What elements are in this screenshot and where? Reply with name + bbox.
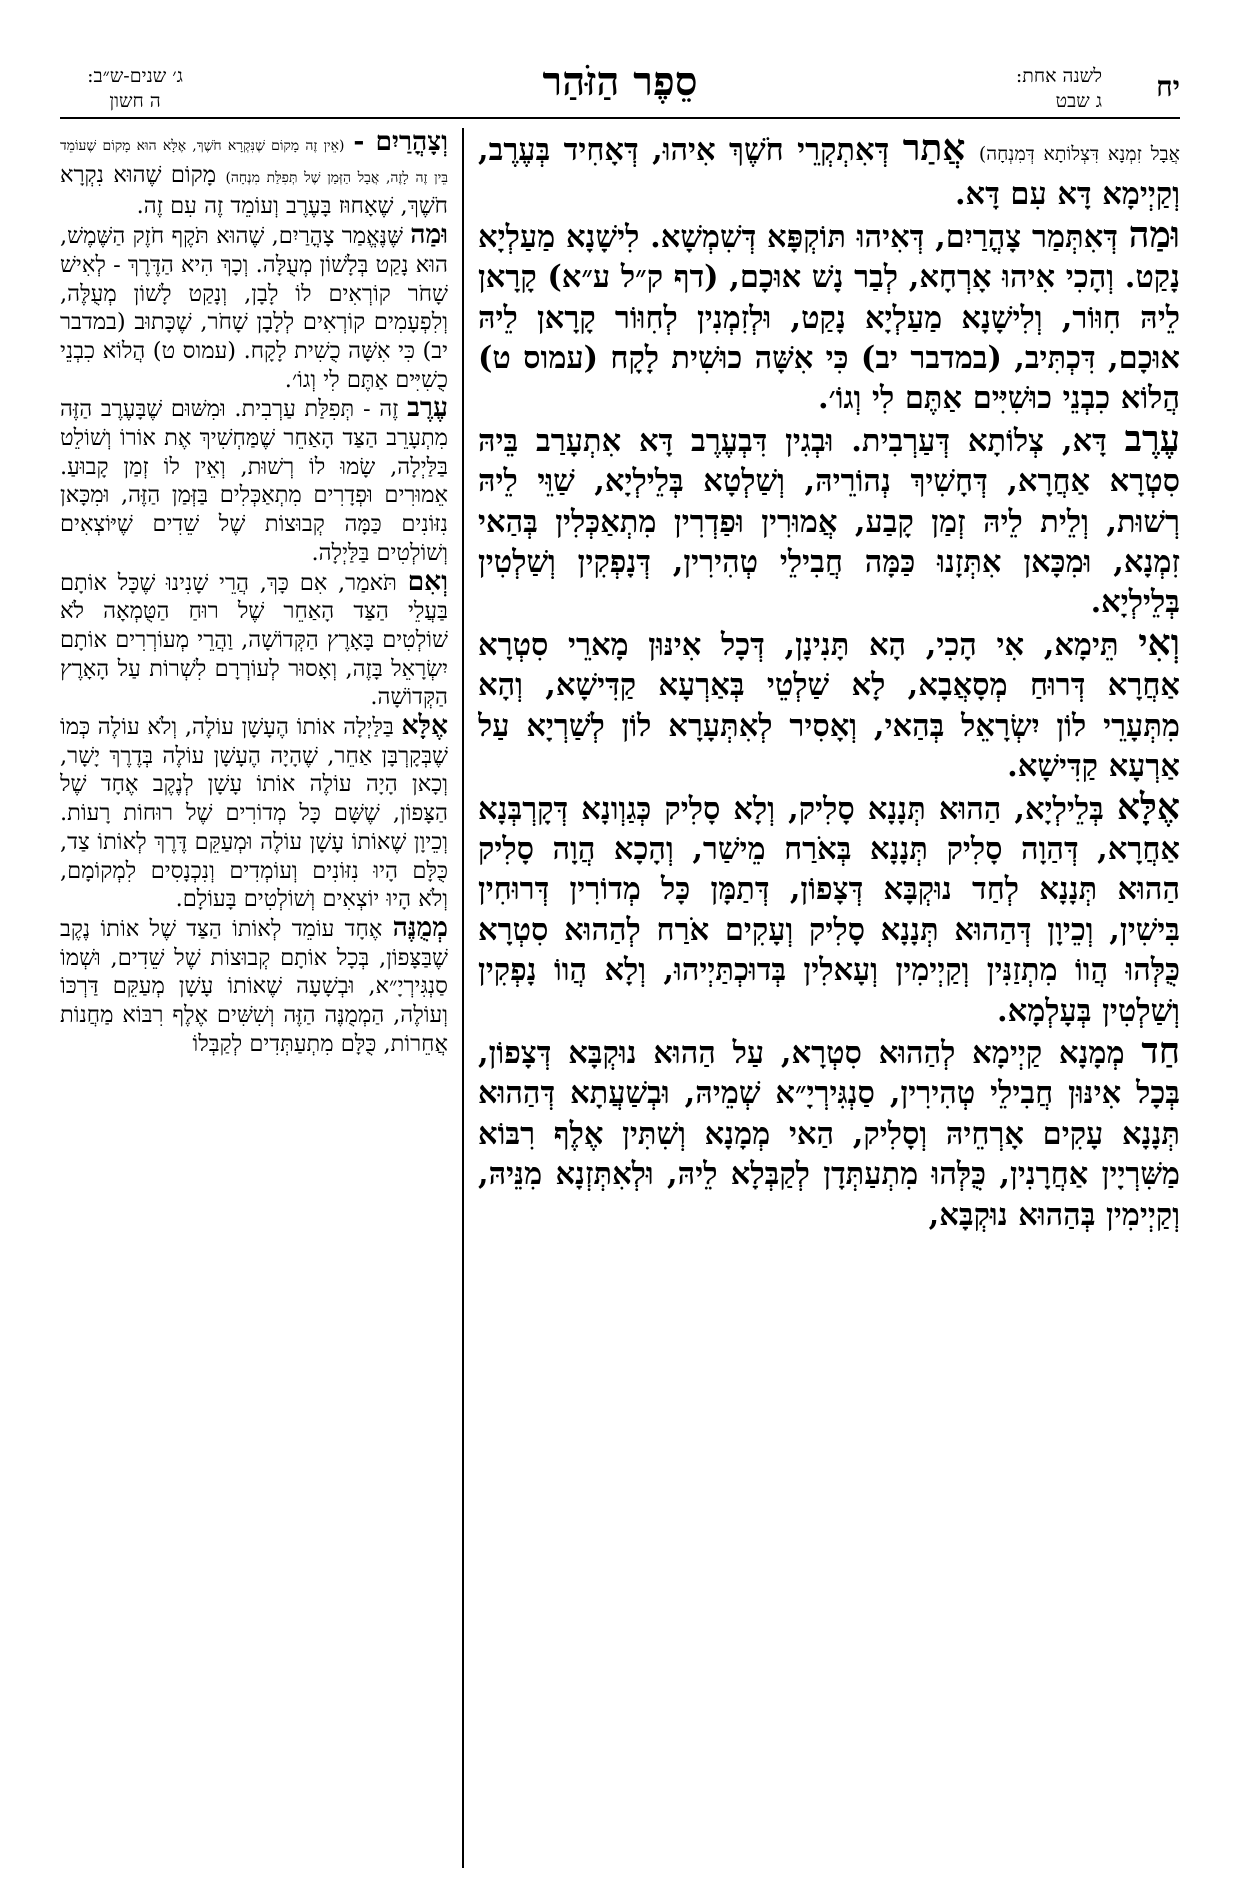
aramaic-column	[478, 128, 1180, 1868]
lead-word: מְמֻנֶּה	[392, 911, 448, 943]
lead-word: וְאִם	[407, 565, 448, 597]
paragraph-text: מְמָנָא קַיְימָא לְהַהוּא סִטְרָא, עַל הַהוּא נוּקְבָּא דְּצָפוֹן, בְּכָל אִינּוּן חֲבִילֵי טְהִירִין, סַנְגִּירְיָ״א שְׁמֵיהּ, וּבְשַׁעֲתָא דְּהַהוּא תְּנָנָא עָקִים אָרְחֵיהּ וְסָלִיק, הַאי מְמָנָא וְשִׁתִּין אֶלֶף רִבּוֹא מַשִּׁרְיָין אַחֲרָנִין, כֻּלְּהוּ מִתְעַתְּדָן לְקַבְּלָא לֵיהּ, וּלְאִתְּזְנָא מִנֵּיהּ, וְקַיְימִין בְּהַהוּא נוּקְבָּא,	[478, 1034, 1180, 1233]
translation-paragraph	[60, 221, 448, 394]
paragraph-text: בְּלֵילְיָא, הַהוּא תְּנָנָא סָלִיק, וְלָא סָלִיק כְּגַוְונָא דְּקָרְבְּנָא אַחֲרָא, דְּהַוָה סָלִיק תְּנָנָא בְּאֹרַח מֵישַׁר, וְהָכָא הֲוָה סָלִיק הַהוּא תְּנָנָא לְחַד נוּקְבָּא דְּצָפוֹן, דְּתַמָּן כָּל מְדוֹרִין דְּרוּחִין בִּישִׁין, וְכֵיוָן דְּהַהוּא תְּנָנָא סָלִיק וְעָקִים אֹרַח לְהַהוּא סִטְרָא כֻּלְּהוּ הֲווֹ מִתְזַנִּין וְקַיְימִין וְעָאלִין בְּדוּכְתַּיְיהוּ, וְלָא הֲווֹ נָפְקִין וְשַׁלְטִין בְּעָלְמָא.	[478, 790, 1180, 1029]
main-paragraph	[478, 215, 1180, 419]
header-left-line2: ה חשון	[109, 90, 161, 112]
paragraph-text: אֶחָד עוֹמֵד לְאוֹתוֹ הַצַּד שֶׁל אוֹתוֹ נֶקֶב שֶׁבַּצָּפוֹן, בְּכָל אוֹתָם קְבוּצוֹת שֶׁל שֵׁדִים, וּשְׁמוֹ סַנְגִּירְיָ״א, וּבְשָׁעָה שֶׁאוֹתוֹ עָשָׁן מְעַקֵּם דַּרְכּוֹ וְעוֹלֶה, הַמְמֻנֶּה הַזֶּה וְשִׁשִּׁים אֶלֶף רִבּוֹא מַחֲנוֹת אֲחֵרוֹת, כֻּלָּם מִתְעַתְּדִים לְקַבְּלוֹ	[60, 915, 448, 1057]
main-paragraph	[478, 419, 1180, 623]
paragraph-text: דָּא, צְלוֹתָא דְּעַרְבִית. וּבְגִין דִּבְעֶרֶב דָּא אִתְעָרַב בֵּיהּ סִטְרָא אַחֲרָא, דְּחָשִׁיךְ נְהוֹרֵיהּ, וְשַׁלְטָא בְּלֵילְיָא, שַׁוֵּי לֵיהּ רְשׁוּת, וְלֵית לֵיהּ זְמַן קָבַע, אֲמוּרִין וּפַדְרִין מִתְאַכְּלִין בְּהַאי זִמְנָא, וּמִכָּאן אִתְּזָנוּ כַּמָּה חֲבִילֵי טְהִירִין, דְּנָפְקִין וְשַׁלְטִין בְּלֵילְיָא.	[478, 422, 1180, 621]
lead-word: וְצָהֳרַיִם -	[353, 128, 448, 157]
column-divider	[462, 128, 464, 1868]
main-note: אֲבָל זִמְנָא דִּצְלוֹתָא דְּמִנְחָה)	[978, 143, 1180, 165]
translation-paragraph	[60, 394, 448, 567]
translation-paragraph	[60, 128, 448, 221]
page-header	[60, 56, 1180, 116]
lead-word: וּמַה	[410, 219, 448, 251]
lead-word: וְאִי	[1138, 621, 1180, 664]
paragraph-text: מָקוֹם שֶׁהוּא נִקְרָא חֹשֶׁךְ, שֶׁאָחוּז בָּעֶרֶב וְעוֹמֵד זֶה עִם זֶה.	[60, 161, 448, 220]
main-paragraph	[478, 623, 1180, 787]
lead-word: אֶלָּא	[1116, 785, 1180, 828]
paragraph-text: תֹּאמַר, אִם כָּךְ, הֲרֵי שָׁנִינוּ שֶׁכָּל אוֹתָם בַּעֲלֵי הַצַּד הָאַחֵר שֶׁל רוּחַ הַטֻּמְאָה לֹא שׁוֹלְטִים בָּאָרֶץ הַקְּדוֹשָׁה, וַהֲרֵי מְעוֹרְרִים אוֹתָם יִשְׂרָאֵל בָּזֶה, וְאָסוּר לְעוֹרְרָם לִשְׁרוֹת עַל הָאָרֶץ הַקְּדוֹשָׁה.	[60, 569, 448, 711]
header-left-line1: ג׳ שנים-ש״ב:	[87, 65, 183, 87]
lead-word: עֶרֶב	[1124, 417, 1180, 460]
main-paragraph	[478, 1031, 1180, 1235]
lead-word: חַד	[1141, 1029, 1180, 1072]
header-left-block	[60, 64, 210, 114]
translation-paragraph	[60, 565, 448, 713]
header-right-line2: ג שבט	[1055, 90, 1102, 112]
paragraph-text: שֶּׁנֶּאֱמַר צָהֳרַיִם, שֶׁהוּא תֹּקֶף חֹזֶק הַשֶּׁמֶשׁ, הוּא נָקַט בְּלָשׁוֹן מְעֻלָּה. וְכָךְ הִיא הַדֶּרֶךְ - לְאִישׁ שָׁחֹר קוֹרְאִים לוֹ לָבָן, וְנָקַט לָשׁוֹן מְעֻלֶּה, וְלִפְעָמִים קוֹרְאִים לְלָבָן שָׁחֹר, שֶׁכָּתוּב (במדבר יב) כִּי אִשָּׁה כֻשִׁית לָקָח. (עמוס ט) הֲלוֹא כִבְנֵי כֻשִׁיִּים אַתֶּם לִי וְגוֹ׳.	[60, 223, 448, 393]
paragraph-text: זֶה - תְּפִלַּת עַרְבִית. וּמִשּׁוּם שֶׁבָּעֶרֶב הַזֶּה מִתְעָרֵב הַצַּד הָאַחֵר שֶׁמַּחְשִׁיךְ אֶת אוֹרוֹ וְשׁוֹלֵט בַּלַּיְלָה, שָׂמוּ לוֹ רְשׁוּת, וְאֵין לוֹ זְמַן קָבוּעַ. אֵמוּרִים וּפְדָרִים מִתְאַכְּלִים בַּזְּמַן הַזֶּה, וּמִכָּאן נִזּוֹנִים כַּמָּה קְבוּצוֹת שֶׁל שֵׁדִים שֶׁיּוֹצְאִים וְשׁוֹלְטִים בַּלַּיְלָה.	[60, 396, 448, 566]
translation-column	[60, 128, 448, 1868]
lead-word: אֲתַר	[902, 128, 966, 169]
translation-paragraph	[60, 911, 448, 1059]
lead-word: וּמַה	[1128, 213, 1180, 256]
paragraph-text: בַּלַּיְלָה אוֹתוֹ הֶעָשָׁן עוֹלֶה, וְלֹא עוֹלֶה כְּמוֹ שֶׁבְּקָרְבָּן אַחֵר, שֶׁהָיָה הֶעָשָׁן עוֹלֶה בְּדֶרֶךְ יָשָׁר, וְכָאן הָיָה עוֹלֶה אוֹתוֹ עָשָׁן לְנֶקֶב אֶחָד שֶׁל הַצָּפוֹן, שֶׁשָּׁם כָּל מְדוֹרִים שֶׁל רוּחוֹת רָעוֹת. וְכֵיוָן שֶׁאוֹתוֹ עָשָׁן עוֹלֶה וּמְעַקֵּם דֶּרֶךְ לְאוֹתוֹ צַד, כֻּלָּם הָיוּ נִזּוֹנִים וְעוֹמְדִים וְנִכְנָסִים לִמְקוֹמָם, וְלֹא הָיוּ יוֹצְאִים וְשׁוֹלְטִים בָּעוֹלָם.	[60, 714, 448, 913]
paragraph-text: דְּאִתְּמַר צָהֳרַיִם, דְּאִיהוּ תּוֹקְפָּא דְּשִׁמְשָׁא. לִישָׁנָא מַעַלְיָא נָקַט. וְהָכִי אִיהוּ אָרְחָא, לְבַר נָשׁ אוּכָם, (דף ק״ל ע״א) קָרָאן לֵיהּ חִוּוֹר, וְלִישָׁנָא מַעַלְיָא נָקַט, וּלְזִמְנִין לְחִוּוֹר קָרָאן לֵיהּ אוּכָם, דִּכְתִּיב, (במדבר יב) כִּי אִשָּׁה כוּשִׁית לָקָח (עמוס ט) הֲלוֹא כִבְנֵי כוּשִׁיִּים אַתֶּם לִי וְגוֹ׳.	[478, 218, 1180, 417]
paragraph-text: תֵּימָא, אִי הָכִי, הָא תָּנִינָן, דְּכָל אִינּוּן מָארֵי סִטְרָא אַחֲרָא דְּרוּחַ מְסָאֲבָא, לָא שַׁלְטֵי בְּאַרְעָא קַדִּישָׁא, וְהָא מִתְּעָרֵי לוֹן יִשְׂרָאֵל בְּהַאי, וְאָסִיר לְאִתְּעָרָא לוֹן לְשַׁרְיָא עַל אַרְעָא קַדִּישָׁא.	[478, 626, 1180, 785]
paragraph-text: דְּאִתְקְרֵי חֹשֶׁךְ אִיהוּ, דְּאָחִיד בְּעֶרֶב, וְקַיְימָא דָּא עִם דָּא.	[478, 132, 1180, 213]
lead-word: עֶרֶב	[407, 392, 448, 424]
translation-paragraph	[60, 712, 448, 914]
main-paragraph	[478, 128, 1180, 215]
header-rule	[60, 117, 1180, 119]
page-number: יח	[1156, 70, 1180, 103]
translation-note: (אֵין זֶה מָקוֹם שֶׁנִּקְרָא חֹשֶׁךְ, אֶלָּא הוּא מָקוֹם שֶׁעוֹמֵד בֵּין זֶה לָזֶה, אֲבָל הַזְּמַן שֶׁל תְּפִלַּת מִנְחָה)	[60, 138, 448, 186]
header-right-line1: לשנה אחת:	[1015, 65, 1102, 87]
main-paragraph	[478, 787, 1180, 1031]
lead-word: אֶלָּא	[401, 710, 448, 742]
book-title: סֵפֶר הַזֹּהַר	[542, 58, 698, 105]
